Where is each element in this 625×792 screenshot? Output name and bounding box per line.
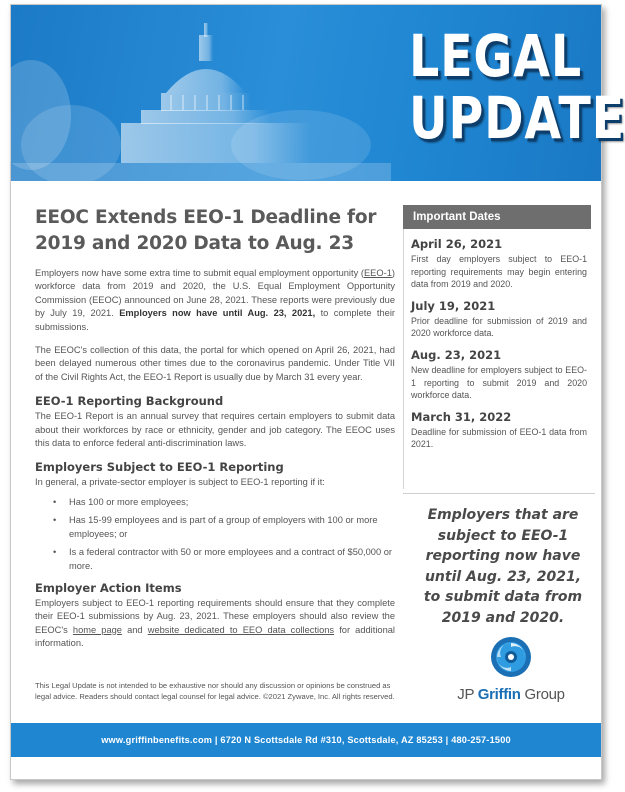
date-description: New deadline for employers subject to EEO-1 reporting to submit 2019 and 2020 workforce data. — [411, 364, 587, 401]
list-item: • Is a federal contractor with 50 or more employees and a contract of $50,000 or more. — [53, 546, 395, 573]
date-item — [403, 291, 591, 340]
section-employers-text: In general, a private-sector employer is subject to EEO-1 reporting if it: — [35, 477, 325, 488]
section-action-text — [35, 597, 395, 651]
intro-text-a: Employers now have some extra time to submit equal employment opportunity ( — [35, 268, 364, 278]
list-item: • Has 15-99 employees and is part of a group of employers with 100 or more employees; or — [53, 514, 395, 541]
home-page-link[interactable]: home page — [72, 624, 122, 635]
section-action-title: Employer Action Items — [35, 580, 182, 595]
banner-title-update: UPDATE — [409, 84, 625, 152]
section-background-title: EEO-1 Reporting Background — [35, 394, 224, 409]
logo-suffix: Group — [520, 686, 565, 703]
legal-disclaimer: This Legal Update is not intended to be exhaustive nor should any discussion or opinions be construed as legal advice. Readers should contact legal counsel for legal advice. ©2021 Zywave, Inc. All rights reserved. — [35, 681, 395, 701]
date-label: March 31, 2022 — [411, 409, 512, 424]
logo-prefix: JP — [457, 686, 478, 703]
banner-title — [409, 22, 625, 152]
section-background-text: The EEO-1 Report is an annual survey that requires certain employers to submit data about their workforces by race or ethnicity, gender and job category. The EEOC uses this data to enforce federal anti-discrimination laws. — [35, 411, 395, 449]
date-description: Deadline for submission of EEO-1 data from 2021. — [411, 426, 587, 450]
intro-paragraph — [35, 267, 395, 334]
date-item — [403, 229, 591, 291]
eeo-data-collections-link[interactable]: website dedicated to EEO data collections — [147, 624, 335, 635]
employer-criteria-list — [53, 496, 395, 573]
second-paragraph: The EEOC's collection of this data, the portal for which opened on April 26, 2021, had been delayed numerous other times due to the coronavirus pandemic. Under Title VII of the Civil Rights Act, the EEO-1 Report is usually due by March 31 every year. — [35, 345, 395, 382]
article-column — [35, 205, 395, 661]
article-headline: EEOC Extends EEO-1 Deadline for 2019 and 2020 Data to Aug. 23 — [35, 207, 377, 254]
company-logo — [441, 635, 581, 703]
action-text-b: and — [121, 624, 148, 635]
capitol-building-image — [11, 5, 391, 181]
action-text-c: for additional information. — [35, 624, 395, 649]
intro-bold-text: Employers now have until Aug. 23, 2021, — [119, 308, 316, 319]
intro-text-c: to complete their submissions. — [35, 308, 395, 332]
section-employers-title: Employers Subject to EEO-1 Reporting — [35, 460, 284, 475]
list-item: • Has 100 or more employees; — [53, 496, 395, 509]
header-banner — [11, 5, 625, 181]
deadline-callout: Employers that are subject to EEO-1 reporting now have until Aug. 23, 2021, to submit data from 2019 and 2020. — [423, 507, 583, 626]
important-dates-header: Important Dates — [403, 205, 591, 229]
date-item — [403, 402, 591, 451]
eeo1-link[interactable]: EEO-1 — [363, 268, 392, 278]
action-text-a: Employers subject to EEO-1 reporting requirements should ensure that they complete their EEO-1 submissions by Aug. 23, 2021. These employers should also review the EEOC's — [35, 597, 395, 635]
banner-title-legal: LEGAL — [409, 22, 583, 90]
logo-brand: Griffin — [477, 686, 521, 703]
date-label: April 26, 2021 — [411, 237, 503, 251]
swirl-logo-icon — [489, 635, 533, 679]
legal-update-page — [10, 4, 625, 780]
date-description: First day employers subject to EEO-1 reporting requirements may begin entering data from 2019 and 2020. — [411, 254, 587, 290]
company-name — [441, 686, 581, 703]
date-description: Prior deadline for submission of 2019 and 2020 workforce data. — [411, 315, 587, 339]
date-label: Aug. 23, 2021 — [411, 347, 502, 362]
important-dates-sidebar — [403, 205, 591, 451]
callout-divider — [403, 493, 595, 494]
contact-footer: www.griffinbenefits.com | 6720 N Scottsdale Rd #310, Scottsdale, AZ 85253 | 480-257-1500 — [11, 723, 601, 757]
intro-text-b: ) workforce data from 2019 and 2020, the U.S. Equal Employment Opportunity Commission (EEOC) announced on June 28, 2021. These reports were previously due by July 19, 2021. — [35, 268, 395, 319]
date-label: July 19, 2021 — [411, 298, 496, 313]
date-item — [403, 340, 591, 402]
